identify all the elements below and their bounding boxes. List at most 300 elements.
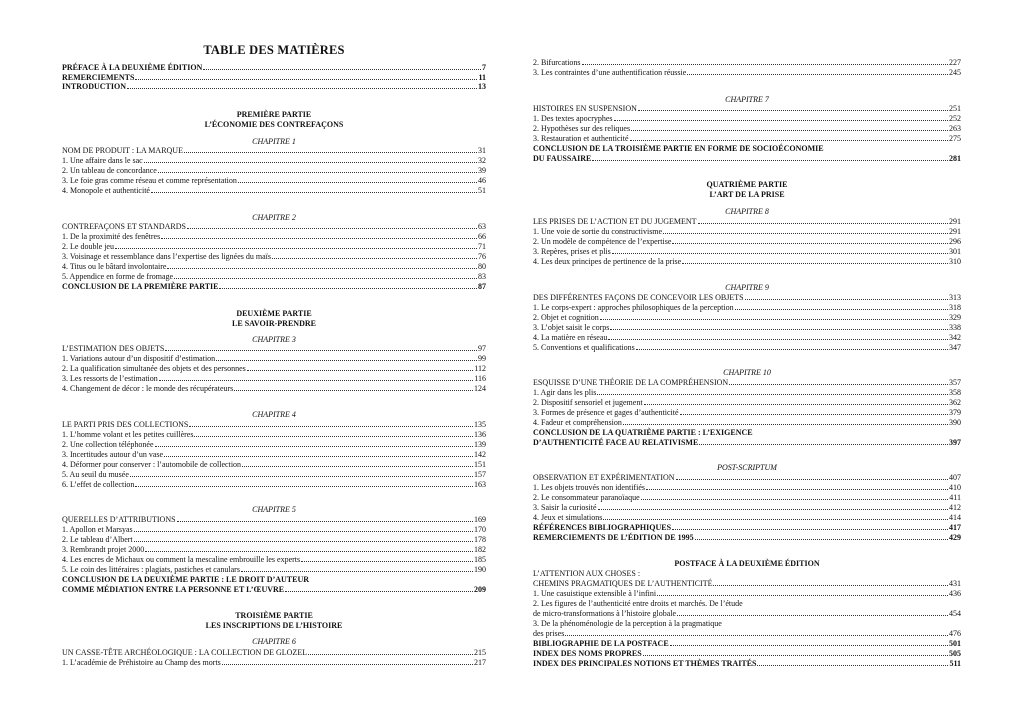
- toc-entry-label: 3. Saisir la curiosité: [533, 503, 597, 512]
- dot-leader: [565, 635, 948, 636]
- toc-entry-page: 13: [478, 82, 486, 91]
- dot-leader: [130, 476, 473, 477]
- toc-entry-page: 281: [949, 154, 961, 163]
- toc-entry-label: 1. L’homme volant et les petites cuillères: [62, 430, 194, 439]
- toc-entry[interactable]: [533, 618, 961, 628]
- toc-entry[interactable]: [62, 469, 486, 479]
- toc-entry-page: 379: [949, 408, 961, 417]
- toc-entry-label: INDEX DES PRINCIPALES NOTIONS ET THÈMES TRAITÉS: [533, 659, 757, 668]
- toc-entry[interactable]: [533, 143, 961, 153]
- dot-leader: [301, 561, 473, 562]
- part-heading: DEUXIÈME PARTIE: [236, 309, 312, 318]
- dot-leader: [646, 489, 948, 490]
- dot-leader: [135, 79, 477, 80]
- dot-leader: [216, 360, 477, 361]
- toc-entry-label: 5. Conventions et qualifications: [533, 343, 635, 352]
- dot-leader: [159, 380, 474, 381]
- toc-entry[interactable]: [62, 383, 486, 393]
- dot-leader: [167, 268, 477, 269]
- chapter-heading: CHAPITRE 2: [252, 213, 296, 222]
- toc-entry[interactable]: [62, 185, 486, 195]
- toc-entry[interactable]: [62, 251, 486, 261]
- toc-entry-label: de micro-transformations à l’histoire globale: [533, 609, 677, 618]
- toc-entry[interactable]: [62, 647, 486, 657]
- toc-entry-page: 410: [949, 483, 961, 492]
- toc-entry[interactable]: [533, 292, 961, 302]
- toc-entry[interactable]: [533, 502, 961, 512]
- toc-entry-page: 185: [474, 555, 486, 564]
- toc-entry-label: 1. Variations autour d’un dispositif d’estimation: [62, 354, 216, 363]
- toc-entry-page: 357: [949, 378, 961, 387]
- toc-entry[interactable]: [533, 532, 961, 542]
- toc-entry-label: 2. Le consommateur paranoïaque: [533, 493, 640, 502]
- toc-entry[interactable]: [533, 57, 961, 67]
- dot-leader: [699, 444, 948, 445]
- toc-entry-page: 414: [949, 513, 961, 522]
- toc-entry-page: 76: [478, 252, 486, 261]
- toc-entry[interactable]: [62, 459, 486, 469]
- toc-entry[interactable]: [62, 145, 486, 155]
- toc-entry-label: 2. Le double jeu: [62, 242, 114, 251]
- dot-leader: [184, 152, 477, 153]
- toc-entry[interactable]: [62, 81, 486, 91]
- toc-entry[interactable]: [533, 216, 961, 226]
- toc-entry-page: 157: [474, 470, 486, 479]
- toc-entry-label: LE PARTI PRIS DES COLLECTIONS: [62, 420, 189, 429]
- toc-entry-page: 251: [949, 104, 961, 113]
- toc-entry[interactable]: [533, 236, 961, 246]
- toc-entry[interactable]: [533, 342, 961, 352]
- dot-leader: [272, 258, 477, 259]
- toc-entry-label: DES DIFFÉRENTES FAÇONS DE CONCEVOIR LES OBJETS: [533, 293, 744, 302]
- toc-entry[interactable]: [533, 332, 961, 342]
- toc-entry-page: 71: [478, 242, 486, 251]
- toc-entry-label: REMERCIEMENTS DE L’ÉDITION DE 1995: [533, 533, 694, 542]
- toc-entry-page: 163: [474, 480, 486, 489]
- chapter-heading: CHAPITRE 9: [725, 283, 769, 292]
- part-heading: POSTFACE À LA DEUXIÈME ÉDITION: [674, 559, 820, 568]
- dot-leader: [127, 88, 477, 89]
- toc-entry-page: 209: [474, 585, 486, 594]
- toc-entry-page: 291: [949, 217, 961, 226]
- dot-leader: [603, 519, 948, 520]
- dot-leader: [158, 172, 477, 173]
- toc-entry[interactable]: [533, 598, 961, 608]
- dot-leader: [745, 299, 948, 300]
- toc-entry-page: 338: [949, 323, 961, 332]
- toc-entry-label: 2. Dispositif sensoriel et jugement: [533, 398, 643, 407]
- chapter-heading: CHAPITRE 7: [725, 95, 769, 104]
- toc-entry[interactable]: [533, 133, 961, 143]
- toc-entry-page: 80: [478, 262, 486, 271]
- dot-leader: [222, 664, 473, 665]
- toc-entry-label: 4. Les encres de Michaux ou comment la mescaline embrouille les experts: [62, 555, 301, 564]
- dot-leader: [630, 140, 948, 141]
- toc-entry[interactable]: [533, 568, 961, 578]
- toc-entry-label: 4. Les deux principes de pertinence de la prise: [533, 257, 682, 266]
- toc-entry-page: 505: [949, 649, 961, 658]
- toc-entry-label: 3. L’objet saisit le corps: [533, 323, 610, 332]
- toc-entry-page: 97: [478, 344, 486, 353]
- toc-entry-page: 31: [478, 146, 486, 155]
- toc-entry-page: 227: [949, 58, 961, 67]
- toc-entry-page: 252: [949, 114, 961, 123]
- toc-entry[interactable]: [533, 397, 961, 407]
- toc-entry-page: 476: [949, 629, 961, 638]
- toc-entry-label: CONCLUSION DE LA QUATRIÈME PARTIE : L’EXIGENCE: [533, 428, 753, 437]
- toc-entry[interactable]: [533, 472, 961, 482]
- toc-entry[interactable]: [62, 373, 486, 383]
- toc-entry-label: 2. Le tableau d’Albert: [62, 535, 133, 544]
- toc-entry-label: NOM DE PRODUIT : LA MARQUE: [62, 146, 183, 155]
- toc-entry-label: 2. Bifurcations: [533, 58, 581, 67]
- toc-entry[interactable]: [62, 657, 486, 667]
- toc-entry-label: 3. Les contraintes d’une authentification réussie: [533, 68, 687, 77]
- toc-entry-page: 32: [478, 156, 486, 165]
- toc-entry-page: 190: [474, 565, 486, 574]
- toc-entry-label: 1. Le corps-expert : approches philosophiques de la perception: [533, 303, 734, 312]
- chapter-heading: CHAPITRE 4: [252, 410, 296, 419]
- toc-entry[interactable]: [533, 246, 961, 256]
- dot-leader: [164, 456, 473, 457]
- chapter-heading: CHAPITRE 8: [725, 207, 769, 216]
- toc-entry[interactable]: [533, 103, 961, 113]
- toc-entry-label: 1. Agir dans les plis: [533, 388, 597, 397]
- chapter-heading: CHAPITRE 10: [723, 368, 771, 377]
- toc-entry-page: 310: [949, 257, 961, 266]
- toc-entry-page: 454: [949, 609, 961, 618]
- toc-entry-label: 3. Voisinage et ressemblance dans l’expertise des lignées du maïs: [62, 252, 271, 261]
- toc-entry-label: CONTREFAÇONS ET STANDARDS: [62, 222, 186, 231]
- dot-leader: [241, 571, 473, 572]
- dot-leader: [682, 263, 948, 264]
- toc-entry[interactable]: [533, 407, 961, 417]
- toc-entry[interactable]: [533, 608, 961, 618]
- dot-leader: [614, 120, 948, 121]
- dot-leader: [145, 551, 473, 552]
- toc-entry-page: 511: [949, 659, 961, 668]
- toc-entry-label: RÉFÉRENCES BIBLIOGRAPHIQUES: [533, 523, 672, 532]
- toc-entry[interactable]: [62, 221, 486, 231]
- toc-entry-page: 362: [949, 398, 961, 407]
- toc-entry-label: 6. L’effet de collection: [62, 480, 135, 489]
- toc-entry-page: 411: [949, 493, 961, 502]
- chapter-heading: CHAPITRE 1: [252, 137, 296, 146]
- toc-entry-label: LES PRISES DE L’ACTION ET DU JUGEMENT: [533, 217, 697, 226]
- toc-entry[interactable]: [62, 429, 486, 439]
- toc-entry[interactable]: [533, 153, 961, 163]
- toc-entry[interactable]: [533, 578, 961, 588]
- dot-leader: [174, 278, 477, 279]
- toc-entry-label: 2. Un modèle de compétence de l’expertise: [533, 237, 672, 246]
- dot-leader: [598, 509, 948, 510]
- toc-entry-label: DU FAUSSAIRE: [533, 154, 592, 163]
- dot-leader: [155, 446, 473, 447]
- toc-entry-page: 263: [949, 124, 961, 133]
- toc-entry-page: 178: [474, 535, 486, 544]
- toc-entry-page: 99: [478, 354, 486, 363]
- toc-entry[interactable]: [62, 439, 486, 449]
- dot-leader: [695, 539, 948, 540]
- toc-entry-page: 436: [949, 589, 961, 598]
- dot-leader: [592, 160, 948, 161]
- dot-leader: [203, 69, 481, 70]
- toc-entry[interactable]: [533, 437, 961, 447]
- dot-leader: [247, 370, 474, 371]
- toc-entry-label: REMERCIEMENTS: [62, 73, 135, 82]
- dot-leader: [644, 404, 948, 405]
- dot-leader: [608, 339, 948, 340]
- toc-entry[interactable]: [62, 271, 486, 281]
- toc-entry[interactable]: [533, 226, 961, 236]
- toc-entry-label: 3. Incertitudes autour d’un vase: [62, 450, 164, 459]
- toc-entry[interactable]: [62, 524, 486, 534]
- part-heading: L’ÉCONOMIE DES CONTREFAÇONS: [204, 120, 344, 129]
- part-heading: QUATRIÈME PARTIE: [706, 180, 788, 189]
- toc-entry[interactable]: [62, 544, 486, 554]
- toc-entry[interactable]: [533, 648, 961, 658]
- toc-entry-page: 142: [474, 450, 486, 459]
- toc-entry-label: 5. Appendice en forme de fromage: [62, 272, 174, 281]
- toc-entry[interactable]: [62, 574, 486, 584]
- toc-entry-label: 1. Les objets trouvés non identifiés: [533, 483, 645, 492]
- toc-entry-label: CONCLUSION DE LA PREMIÈRE PARTIE: [62, 282, 219, 291]
- toc-entry[interactable]: [62, 534, 486, 544]
- dot-leader: [610, 329, 948, 330]
- dot-leader: [641, 499, 949, 500]
- toc-entry-label: ESQUISSE D’UNE THÉORIE DE LA COMPRÉHENSION: [533, 378, 729, 387]
- toc-entry-label: 3. Formes de présence et gages d’authenticité: [533, 408, 679, 417]
- part-heading: TROISIÈME PARTIE: [235, 611, 313, 620]
- toc-entry-label: CHEMINS PRAGMATIQUES DE L’AUTHENTICITÉ: [533, 579, 713, 588]
- dot-leader: [676, 479, 948, 480]
- toc-entry-page: 136: [474, 430, 486, 439]
- toc-entry[interactable]: [62, 363, 486, 373]
- toc-entry-page: 358: [949, 388, 961, 397]
- toc-entry[interactable]: [533, 658, 961, 668]
- toc-entry[interactable]: [533, 113, 961, 123]
- dot-leader: [177, 521, 473, 522]
- toc-entry-page: 429: [949, 533, 961, 542]
- dot-leader: [677, 615, 948, 616]
- toc-entry-label: 2. Un tableau de concordance: [62, 166, 157, 175]
- toc-entry[interactable]: [533, 427, 961, 437]
- toc-entry-label: QUERELLES D’ATTRIBUTIONS: [62, 515, 176, 524]
- chapter-heading: POST-SCRIPTUM: [717, 463, 777, 472]
- toc-entry-label: 4. Changement de décor : le monde des récupérateurs: [62, 384, 234, 393]
- toc-entry-label: INDEX DES NOMS PROPRES: [533, 649, 642, 658]
- toc-entry[interactable]: [533, 256, 961, 266]
- toc-entry-label: 3. Restauration et authenticité: [533, 134, 629, 143]
- toc-entry-page: 412: [949, 503, 961, 512]
- dot-leader: [636, 349, 948, 350]
- toc-entry[interactable]: [533, 417, 961, 427]
- toc-entry-page: 217: [474, 658, 486, 667]
- toc-entry[interactable]: [62, 165, 486, 175]
- dot-leader: [161, 238, 477, 239]
- toc-entry-label: des prises: [533, 629, 565, 638]
- dot-leader: [670, 645, 948, 646]
- toc-entry-label: 4. Titus ou le bâtard involontaire: [62, 262, 167, 271]
- toc-entry[interactable]: [62, 155, 486, 165]
- toc-entry-label: L’ATTENTION AUX CHOSES :: [533, 569, 641, 578]
- dot-leader: [698, 223, 948, 224]
- toc-entry-label: 3. Repères, prises et plis: [533, 247, 611, 256]
- toc-entry-label: 5. Le coin des littéraires : plagiats, pastiches et canulars: [62, 565, 240, 574]
- toc-entry-page: 46: [478, 176, 486, 185]
- dot-leader: [308, 654, 473, 655]
- toc-entry-label: 1. Une affaire dans le sac: [62, 156, 143, 165]
- toc-entry[interactable]: [533, 588, 961, 598]
- dot-leader: [597, 394, 948, 395]
- dot-leader: [187, 228, 477, 229]
- toc-entry-label: 1. L’académie de Préhistoire au Champ des morts: [62, 658, 221, 667]
- toc-entry-label: HISTOIRES EN SUSPENSION: [533, 104, 637, 113]
- toc-entry[interactable]: [533, 522, 961, 532]
- toc-entry-page: 51: [478, 186, 486, 195]
- toc-entry-label: 3. Rembrandt projet 2000: [62, 545, 145, 554]
- dot-leader: [285, 591, 473, 592]
- dot-leader: [623, 424, 948, 425]
- toc-entry-label: 3. Les ressorts de l’estimation: [62, 374, 158, 383]
- toc-entry-label: OBSERVATION ET EXPÉRIMENTATION: [533, 473, 675, 482]
- toc-entry[interactable]: [62, 584, 486, 594]
- part-heading: LE SAVOIR-PRENDRE: [232, 319, 316, 328]
- toc-entry[interactable]: [533, 387, 961, 397]
- toc-entry[interactable]: [533, 312, 961, 322]
- dot-leader: [643, 655, 948, 656]
- toc-entry-label: INTRODUCTION: [62, 82, 127, 91]
- dot-leader: [238, 182, 477, 183]
- toc-entry-label: 4. Monopole et authenticité: [62, 186, 150, 195]
- dot-leader: [735, 309, 948, 310]
- toc-entry-page: 215: [474, 648, 486, 657]
- toc-entry[interactable]: [62, 514, 486, 524]
- toc-entry[interactable]: [533, 512, 961, 522]
- dot-leader: [219, 288, 477, 289]
- dot-leader: [134, 541, 473, 542]
- toc-entry-label: 2. La qualification simultanée des objets et des personnes: [62, 364, 246, 373]
- toc-entry-page: 397: [949, 438, 961, 447]
- toc-entry-label: UN CASSE-TÊTE ARCHÉOLOGIQUE : LA COLLECTION DE GLOZEL: [62, 648, 308, 657]
- toc-entry-label: 5. Au seuil du musée: [62, 470, 129, 479]
- toc-entry[interactable]: [62, 62, 486, 72]
- dot-leader: [242, 466, 473, 467]
- dot-leader: [729, 384, 948, 385]
- toc-entry[interactable]: [533, 322, 961, 332]
- toc-entry-page: 390: [949, 418, 961, 427]
- dot-leader: [680, 414, 949, 415]
- toc-entry[interactable]: [533, 67, 961, 77]
- toc-entry-page: 87: [478, 282, 486, 291]
- toc-entry-label: BIBLIOGRAPHIE DE LA POSTFACE: [533, 639, 669, 648]
- toc-entry[interactable]: [62, 353, 486, 363]
- dot-leader: [582, 64, 948, 65]
- toc-entry-page: 407: [949, 473, 961, 482]
- dot-leader: [189, 426, 473, 427]
- toc-entry[interactable]: [62, 261, 486, 271]
- toc-entry-page: 39: [478, 166, 486, 175]
- toc-entry[interactable]: [533, 302, 961, 312]
- toc-entry[interactable]: [62, 241, 486, 251]
- part-heading: L’ART DE LA PRISE: [709, 190, 785, 199]
- dot-leader: [713, 585, 948, 586]
- dot-leader: [638, 110, 948, 111]
- dot-leader: [234, 390, 473, 391]
- toc-entry-page: 170: [474, 525, 486, 534]
- toc-entry[interactable]: [533, 638, 961, 648]
- toc-entry-label: CONCLUSION DE LA DEUXIÈME PARTIE : LE DROIT D’AUTEUR: [62, 575, 310, 584]
- toc-entry[interactable]: [62, 343, 486, 353]
- toc-entry[interactable]: [533, 377, 961, 387]
- toc-entry-label: 3. De la phénoménologie de la perception à la pragmatique: [533, 619, 722, 628]
- toc-entry-page: 112: [474, 364, 486, 373]
- toc-entry[interactable]: [62, 175, 486, 185]
- toc-entry[interactable]: [62, 554, 486, 564]
- toc-entry-label: 2. Hypothèses sur des reliques: [533, 124, 631, 133]
- dot-leader: [631, 130, 948, 131]
- toc-entry-label: 4. La matière en réseau: [533, 333, 608, 342]
- dot-leader: [600, 319, 948, 320]
- toc-entry-page: 182: [474, 545, 486, 554]
- toc-entry[interactable]: [62, 231, 486, 241]
- toc-entry-label: PRÉFACE À LA DEUXIÈME ÉDITION: [62, 63, 203, 72]
- dot-leader: [134, 531, 473, 532]
- toc-entry-page: 431: [949, 579, 961, 588]
- toc-entry-page: 169: [474, 515, 486, 524]
- dot-leader: [672, 243, 948, 244]
- dot-leader: [135, 486, 473, 487]
- dot-leader: [657, 595, 948, 596]
- toc-entry[interactable]: [533, 492, 961, 502]
- toc-entry-label: 2. Une collection téléphonée: [62, 440, 154, 449]
- dot-leader: [165, 350, 477, 351]
- toc-entry[interactable]: [533, 482, 961, 492]
- toc-entry-page: 301: [949, 247, 961, 256]
- toc-entry-page: 139: [474, 440, 486, 449]
- toc-entry-page: 124: [474, 384, 486, 393]
- part-heading: LES INSCRIPTIONS DE L’HISTOIRE: [205, 621, 343, 630]
- toc-entry-label: 1. De la proximité des fenêtres: [62, 232, 161, 241]
- toc-entry[interactable]: [62, 419, 486, 429]
- toc-entry[interactable]: [62, 564, 486, 574]
- toc-entry[interactable]: [533, 628, 961, 638]
- toc-entry-page: 296: [949, 237, 961, 246]
- toc-entry[interactable]: [533, 123, 961, 133]
- toc-entry-page: 313: [949, 293, 961, 302]
- toc-entry-page: 83: [478, 272, 486, 281]
- toc-entry-label: L’ESTIMATION DES OBJETS: [62, 344, 165, 353]
- dot-leader: [687, 74, 948, 75]
- dot-leader: [115, 248, 477, 249]
- toc-entry[interactable]: [62, 479, 486, 489]
- toc-entry-page: 501: [949, 639, 961, 648]
- toc-entry-page: 291: [949, 227, 961, 236]
- dot-leader: [672, 529, 948, 530]
- toc-entry-label: 1. Des textes apocryphes: [533, 114, 613, 123]
- toc-entry-label: 2. Les figures de l’authenticité entre droits et marchés. De l’étude: [533, 599, 743, 608]
- toc-entry[interactable]: [62, 449, 486, 459]
- dot-leader: [144, 162, 477, 163]
- chapter-heading: CHAPITRE 6: [252, 637, 296, 646]
- toc-entry-label: COMME MÉDIATION ENTRE LA PERSONNE ET L’ŒUVRE: [62, 585, 285, 594]
- toc-entry-page: 342: [949, 333, 961, 342]
- toc-entry-page: 11: [478, 73, 486, 82]
- toc-entry-label: 3. Le foie gras comme réseau et comme représentation: [62, 176, 237, 185]
- dot-leader: [663, 233, 948, 234]
- toc-entry[interactable]: [62, 281, 486, 291]
- toc-entry-page: 7: [482, 63, 486, 72]
